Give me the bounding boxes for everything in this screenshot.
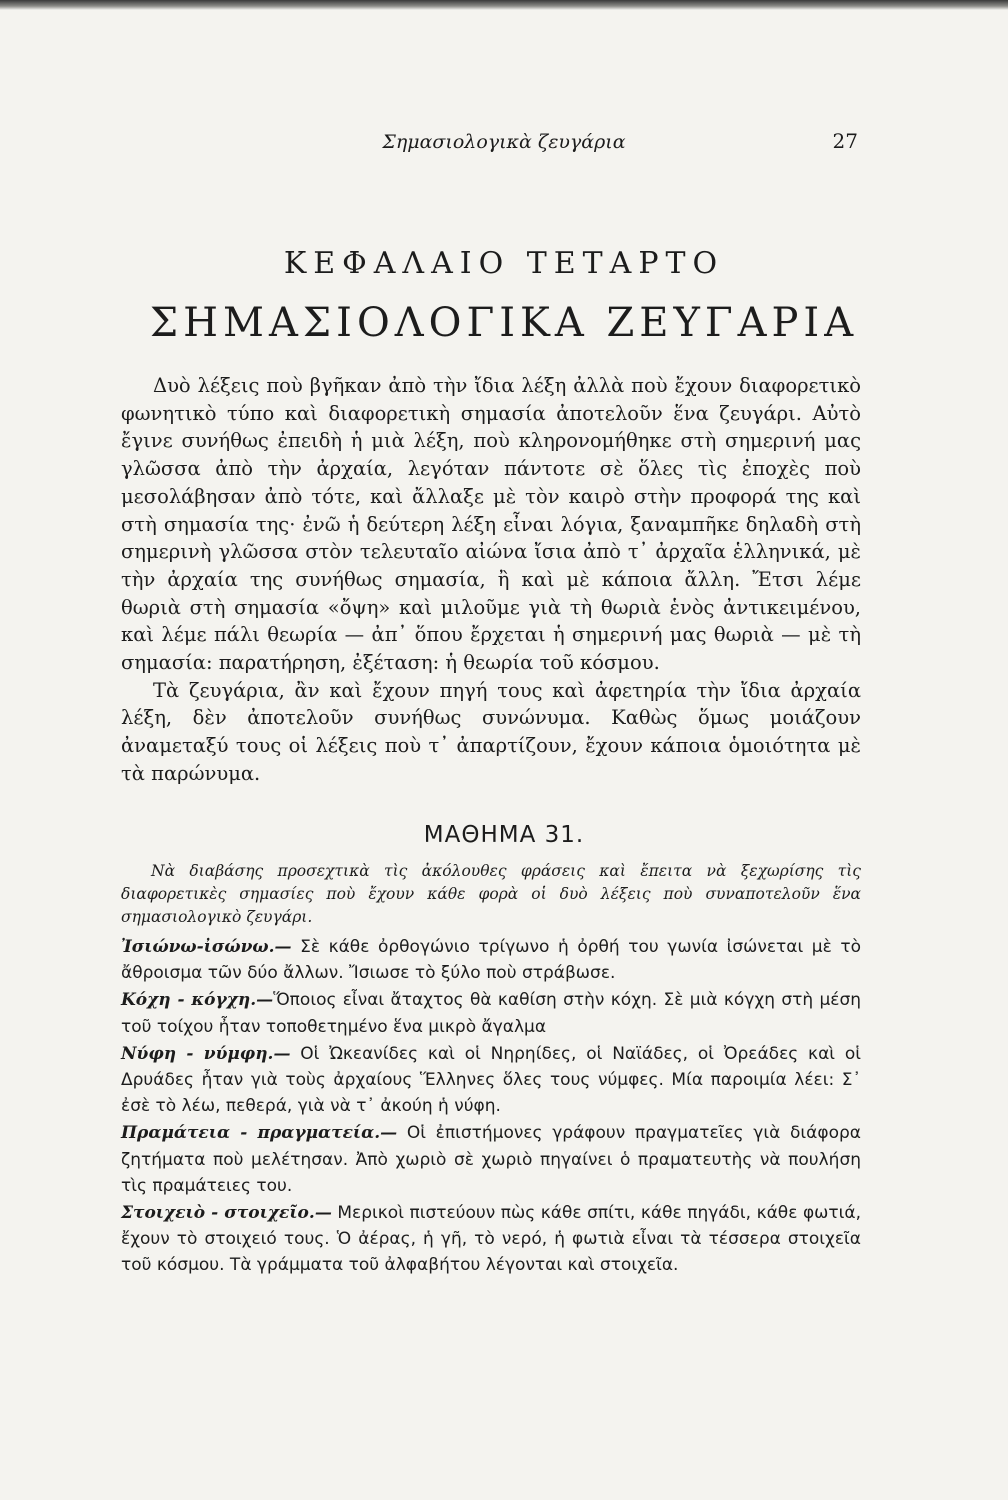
intro-text: [121, 372, 861, 788]
entry: [121, 1120, 861, 1199]
page-top-edge: [0, 0, 1008, 10]
entry: [121, 1041, 861, 1120]
entry-text: Οἱ ἐπιστήμονες γράφουν πραγματεῖες γιὰ διάφορα ζητήματα ποὺ μελέτησαν. Ἀπὸ χωριὸ σὲ χωριὸ πηγαίνει ὁ πραματευτὴς νὰ πουλήση τὶς πραμάτειες του.: [121, 1123, 861, 1196]
exercise-entries: [121, 934, 861, 1280]
entry-term: Πραμάτεια - πραγματεία.—: [121, 1123, 398, 1144]
lesson-instruction: Νὰ διαβάσης προσεχτικὰ τὶς ἀκόλουθες φράσεις καὶ ἔπειτα νὰ ξεχωρίσης τὶς διαφορετικὲς σημασίες ποὺ ἔχουν κάθε φορὰ οἱ δυὸ λέξεις ποὺ συναποτελοῦν ἕνα σημασιολογικὸ ζευγάρι.: [121, 862, 861, 926]
intro-paragraph-1: Δυὸ λέξεις ποὺ βγῆκαν ἀπὸ τὴν ἴδια λέξη ἀλλὰ ποὺ ἔχουν διαφορετικὸ φωνητικὸ τύπο καὶ διαφορετικὴ σημασία ἀποτελοῦν ἕνα ζευγάρι. Αὐτὸ ἔγινε συνήθως ἐπειδὴ ἡ μιὰ λέξη, ποὺ κληρονομήθηκε στὴ σημερινή μας γλῶσσα ἀπὸ τὴν ἀρχαία, λεγόταν πάντοτε σὲ ὅλες τὶς ἐποχὲς ποὺ μεσολάβησαν ἀπὸ τότε, καὶ ἄλλαξε μὲ τὸν καιρὸ στὴν προφορά της καὶ στὴ σημασία της· ἐνῶ ἡ δεύτερη λέξη εἶναι λόγια, ξαναμπῆκε δηλαδὴ στὴ σημερινὴ γλῶσσα στὸν τελευταῖο αἰώνα ἴσια ἀπὸ τ᾽ ἀρχαῖα ἑλληνικά, μὲ τὴν ἀρχαία της συνήθως σημασία, ἢ καὶ μὲ κάποια ἄλλη. Ἔτσι λέμε θωριὰ στὴ σημασία «ὄψη» καὶ μιλοῦμε γιὰ τὴ θωριὰ ἑνὸς ἀντικειμένου, καὶ λέμε πάλι θεωρία — ἀπ᾽ ὅπου ἔρχεται ἡ σημερινή μας θωριὰ — μὲ τὴ σημασία: παρατήρηση, ἐξέταση: ἡ θεωρία τοῦ κόσμου.: [121, 374, 861, 675]
lesson-title: ΜΑΘΗΜΑ 31.: [423, 822, 585, 848]
running-head: Σημασιολογικὰ ζευγάρια: [382, 131, 626, 153]
entry-text: Σὲ κάθε ὀρθογώνιο τρίγωνο ἡ ὀρθή του γωνία ἰσώνεται μὲ τὸ ἄθροισμα τῶν δύο ἄλλων. Ἴσιωσε τὸ ξύλο ποὺ στράβωσε.: [121, 937, 861, 984]
entry-term: Στοιχειὸ - στοιχεῖο.—: [121, 1203, 332, 1224]
entry-term: Νύφη - νύμφη.—: [121, 1043, 291, 1064]
chapter-label: ΚΕΦΑΛΑΙΟ ΤΕΤΑΡΤΟ: [283, 246, 725, 281]
entry-text: Οἱ Ὠκεανίδες καὶ οἱ Νηρηίδες, οἱ Ναϊάδες, οἱ Ὀρεάδες καὶ οἱ Δρυάδες ἦταν γιὰ τοὺς ἀρχαίους Ἕλληνες ὅλες τους νύμφες. Μία παροιμία λέει: Σ᾽ ἐσὲ τὸ λέω, πεθερά, γιὰ νὰ τ᾽ ἀκούη ἡ νύφη.: [121, 1043, 861, 1117]
entry-text: Ὅποιος εἶναι ἄταχτος θὰ καθίση στὴν κόχη. Σὲ μιὰ κόγχη στὴ μέση τοῦ τοίχου ἦταν τοποθετημένο ἕνα μικρὸ ἄγαλμα: [121, 990, 862, 1037]
entry: [121, 934, 861, 986]
intro-paragraph-2: Τὰ ζευγάρια, ἂν καὶ ἔχουν πηγή τους καὶ ἀφετηρία τὴν ἴδια ἀρχαία λέξη, δὲν ἀποτελοῦν συνήθως συνώνυμα. Καθὼς ὅμως μοιάζουν ἀναμεταξύ τους οἱ λέξεις ποὺ τ᾽ ἀπαρτίζουν, ἔχουν κάποια ὁμοιότητα μὲ τὰ παρώνυμα.: [121, 678, 861, 785]
entry-text: Μερικοὶ πιστεύουν πὼς κάθε σπίτι, κάθε πηγάδι, κάθε φωτιά, ἔχουν τὸ στοιχειό τους. Ὁ ἀέρας, ἡ γῆ, τὸ νερό, ἡ φωτιὰ εἶναι τὰ τέσσερα στοιχεῖα τοῦ κόσμου. Τὰ γράμματα τοῦ ἀλφαβήτου λέγονται καὶ στοιχεῖα.: [121, 1203, 861, 1276]
chapter-title: ΣΗΜΑΣΙΟΛΟΓΙΚΑ ΖΕΥΓΑΡΙΑ: [149, 300, 859, 346]
entry: [121, 987, 861, 1039]
entry: [121, 1200, 861, 1279]
page-number: 27: [832, 129, 858, 153]
entry-term: Κόχη - κόγχη.—: [121, 990, 274, 1011]
entry-term: Ἰσιώνω-ἰσώνω.—: [121, 937, 292, 957]
